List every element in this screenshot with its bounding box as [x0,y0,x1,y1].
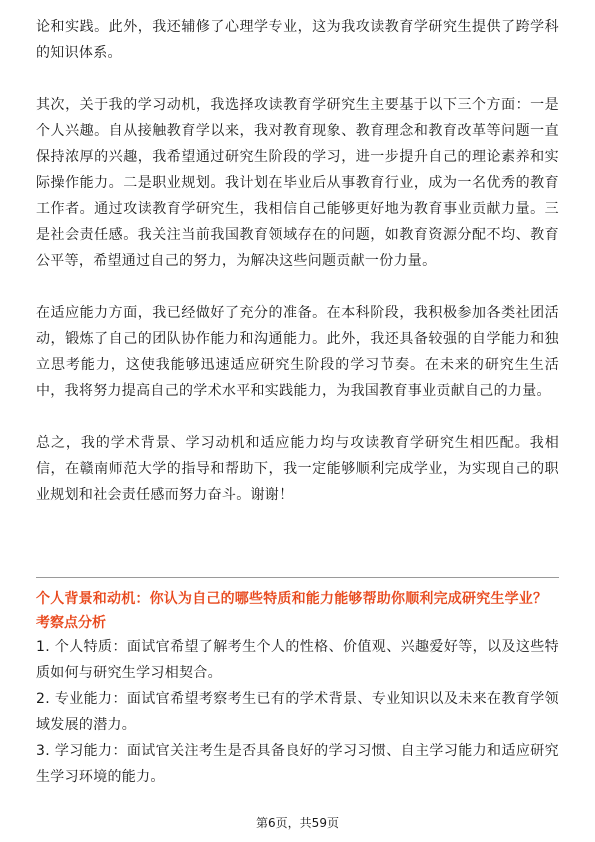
paragraph: 总之，我的学术背景、学习动机和适应能力均与攻读教育学研究生相匹配。我相信，在赣南师范大学的指导和帮助下，我一定能够顺利完成学业，为实现自己的职业规划和社会责任感而努力奋斗。谢谢！ [36,435,559,503]
analysis-heading: 考察点分析 [36,615,106,631]
analysis-item: 2. 专业能力：面试官希望考察考生已有的学术背景、专业知识以及未来在教育学领域发展的潜力。 [36,691,559,733]
paragraph: 其次，关于我的学习动机，我选择攻读教育学研究生主要基于以下三个方面：一是个人兴趣。自从接触教育学以来，我对教育现象、教育理念和教育改革等问题一直保持浓厚的兴趣，我希望通过研究生阶段的学习，进一步提升自己的理论素养和实际操作能力。二是职业规划。我计划在毕业后从事教育行业，成为一名优秀的教育工作者。通过攻读教育学研究生，我相信自己能够更好地为教育事业贡献力量。三是社会责任感。我关注当前我国教育领域存在的问题，如教育资源分配不均、教育公平等，希望通过自己的努力，为解决这些问题贡献一份力量。 [36,97,559,269]
body-text [36,14,559,508]
question-heading: 个人背景和动机：你认为自己的哪些特质和能力能够帮助你顺利完成研究生学业？ [36,591,548,607]
paragraph: 在适应能力方面，我已经做好了充分的准备。在本科阶段，我积极参加各类社团活动，锻炼了自己的团队协作能力和沟通能力。此外，我还具备较强的自学能力和独立思考能力，这使我能够迅速适应研究生阶段的学习节奏。在未来的研究生生活中，我将努力提高自己的学术水平和实践能力，为我国教育事业贡献自己的力量。 [36,305,559,399]
analysis-item: 3. 学习能力：面试官关注考生是否具备良好的学习习惯、自主学习能力和适应研究生学习环境的能力。 [36,743,559,785]
paragraph: 论和实践。此外，我还辅修了心理学专业，这为我攻读教育学研究生提供了跨学科的知识体系。 [36,19,559,61]
section-divider [36,577,559,578]
page-number: 第6页，共59页 [256,816,339,830]
question-section [36,588,559,790]
analysis-item: 1. 个人特质：面试官希望了解考生个人的性格、价值观、兴趣爱好等，以及这些特质如何与研究生学习相契合。 [36,639,559,681]
